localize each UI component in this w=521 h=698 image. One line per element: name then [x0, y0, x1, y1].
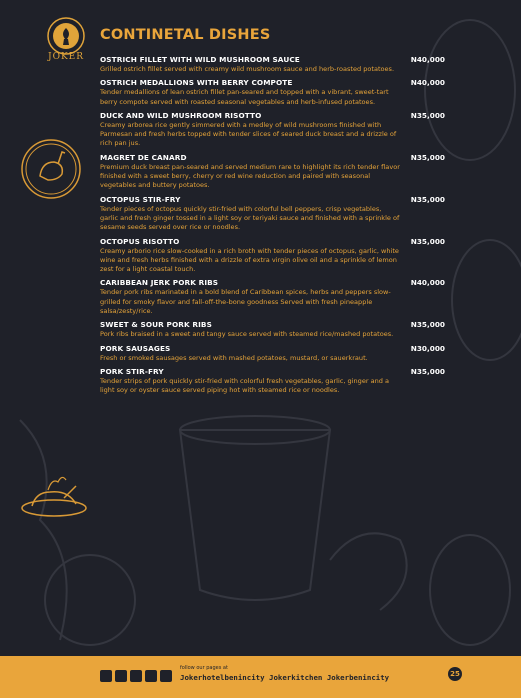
dish-item: [100, 344, 445, 363]
logo-text: JOKER: [47, 52, 85, 62]
dish-name: CARIBBEAN JERK PORK RIBS: [100, 278, 219, 288]
dish-item: [100, 153, 445, 191]
plated-dish-icon: [18, 468, 90, 520]
dish-description: Creamy arborea rice gently simmered with a medley of wild mushrooms finished with Parmesan and fresh herbs topped with tender slices of seared duck breast and a drizzle of rich pan jus.: [100, 120, 397, 148]
dish-name: OSTRICH FILLET WITH WILD MUSHROOM SAUCE: [100, 55, 300, 64]
dish-name: OSTRICH MEDALLIONS WITH BERRY COMPOTE: [100, 78, 293, 88]
footer-bar: [0, 656, 521, 698]
dish-price: N35,000: [410, 152, 445, 162]
instagram-icon[interactable]: [160, 670, 172, 682]
dish-price: N40,000: [410, 78, 445, 88]
dish-item: [100, 367, 445, 396]
dish-description: Tender pieces of octopus quickly stir-fried with colorful bell peppers, crisp vegetables, garlic and fresh ginger tossed in a light soy or teriyaki sauce and finished with a sprinkle of sesame seeds served over rice or noodles.: [100, 204, 400, 232]
dish-description: Fresh or smoked sausages served with mashed potatoes, mustard, or sauerkraut.: [100, 353, 368, 362]
dish-price: N35,000: [410, 236, 445, 246]
dish-name: MAGRET DE CANARD: [100, 152, 187, 162]
youtube-icon[interactable]: [100, 670, 112, 682]
page-number: 25: [448, 667, 462, 681]
dish-item: [100, 195, 445, 233]
dish-price: N40,000: [410, 278, 445, 288]
dish-description: Creamy arborio rice slow-cooked in a rich broth with tender pieces of octopus, garlic, white wine and fresh herbs finished with a drizzle of extra virgin olive oil and a sprinkle of lemon zest for a light coastal touch.: [100, 246, 399, 274]
twitter-icon[interactable]: [145, 670, 157, 682]
page-title: CONTINETAL DISHES: [100, 27, 271, 43]
dish-item: [100, 320, 445, 339]
social-icons: [100, 670, 172, 682]
dish-description: Premium duck breast pan-seared and served medium rare to highlight its rich tender flavor finished with a sweet berry, cherry or red wine reduction and paired with seasonal vegetables and buttery potatoes.: [100, 162, 400, 190]
dish-name: PORK STIR-FRY: [100, 366, 164, 376]
dish-list: [100, 55, 445, 400]
dish-price: N35,000: [410, 366, 445, 376]
dish-name: DUCK AND WILD MUSHROOM RISOTTO: [100, 110, 262, 120]
dish-name: SWEET & SOUR PORK RIBS: [100, 320, 212, 330]
dish-description: Pork ribs braised in a sweet and tangy sauce served with steamed rice/mashed potatoes.: [100, 330, 394, 339]
social-handles: Jokerhotelbenincity Jokerkitchen Jokerbenincity: [180, 673, 390, 682]
dish-description: Tender medallions of lean ostrich fillet pan-seared and topped with a vibrant, sweet-tart berry compote served with roasted seasonal vegetables and herb-infused potatoes.: [100, 88, 389, 106]
dish-name: OCTOPUS RISOTTO: [100, 236, 180, 246]
dish-price: N35,000: [410, 320, 445, 330]
dish-name: PORK SAUSAGES: [100, 343, 171, 353]
dish-price: N30,000: [410, 343, 445, 353]
dish-item: [100, 55, 445, 74]
dish-price: N40,000: [410, 55, 445, 64]
dish-price: N35,000: [410, 194, 445, 204]
ostrich-emblem-icon: [20, 138, 82, 200]
snapchat-icon[interactable]: [130, 670, 142, 682]
follow-text: follow our pages at: [180, 665, 228, 671]
dish-price: N35,000: [410, 110, 445, 120]
dish-description: Tender pork ribs marinated in a bold blend of Caribbean spices, herbs and peppers slow-grilled for smoky flavor and fall-off-the-bone goodness Served with fresh pineapple salsa/zesty/rice.: [100, 288, 391, 316]
dish-description: Grilled ostrich fillet served with creamy wild mushroom sauce and herb-roasted potatoes.: [100, 65, 395, 73]
dish-item: [100, 78, 445, 107]
facebook-icon[interactable]: [115, 670, 127, 682]
dish-item: [100, 278, 445, 316]
dish-description: Tender strips of pork quickly stir-fried with colorful fresh vegetables, garlic, ginger and a light soy or oyster sauce served piping hot with steamed rice or noodles.: [100, 376, 390, 395]
joker-logo: [44, 16, 88, 74]
dish-item: [100, 237, 445, 275]
dish-name: OCTOPUS STIR-FRY: [100, 194, 181, 204]
dish-item: [100, 111, 445, 149]
